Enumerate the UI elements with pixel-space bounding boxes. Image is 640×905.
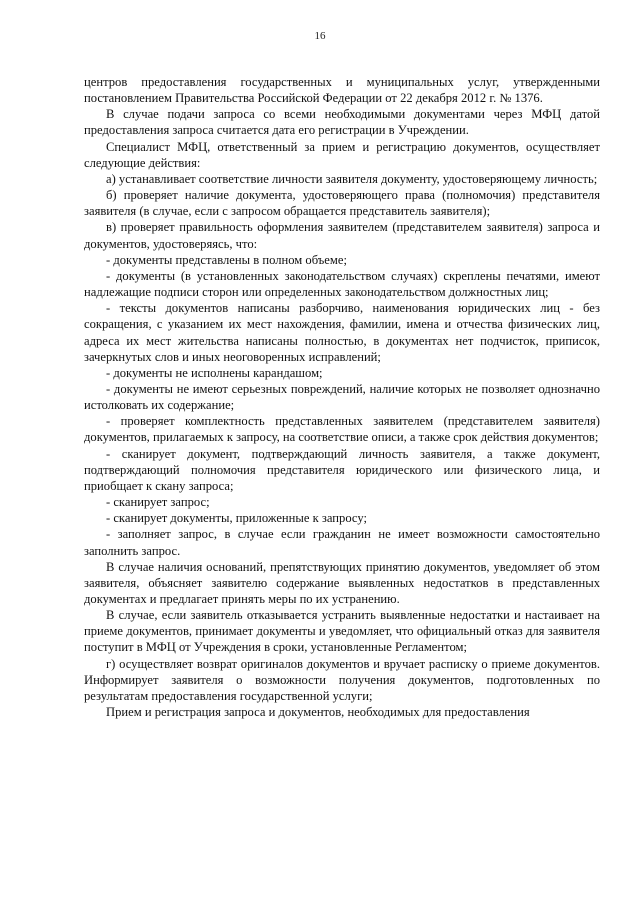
list-item-not-pencil: - документы не исполнены карандашом;	[106, 365, 323, 380]
list-item-completeness: - проверяет комплектность представленных заявителем (представителем заявителя) документов, прилагаемых к запросу, на соответствие описи, а также срок действия документов;	[84, 414, 600, 445]
body-text	[84, 74, 600, 720]
list-item-no-damage: - документы не имеют серьезных повреждений, наличие которых не позволяет однозначно истолковать их содержание;	[84, 381, 600, 413]
list-item-scan-identity: - сканирует документ, подтверждающий личность заявителя, а также документ, подтверждающий полномочия представителя юридического или физического лица, и приобщает к скану запроса;	[84, 446, 600, 493]
paragraph-continuation: центров предоставления государственных и муниципальных услуг, утвержденными постановлением Правительства Российской Федерации от 22 декабря 2012 г. № 1376.	[84, 75, 600, 106]
list-item-legible-texts: - тексты документов написаны разборчиво, наименования юридических лиц - без сокращения, с указанием их мест нахождения, фамилии, имена и отчества физических лиц, адреса их мест жительства написаны полностью, в документах нет подчисток, приписок, зачеркнутых слов и иных неоговоренных исправлений;	[84, 301, 600, 364]
item-d-return-originals: г) осуществляет возврат оригиналов документов и вручает расписку о приеме документов. Информирует заявителя о возможности получения документов, подготовленных по результатам предоставления государственной услуги;	[84, 656, 600, 703]
paragraph-specialist-actions: Специалист МФЦ, ответственный за прием и регистрацию документов, осуществляет следующие действия:	[84, 139, 600, 170]
list-item-fill-request: - заполняет запрос, в случае если гражданин не имеет возможности самостоятельно заполнить запрос.	[84, 527, 600, 558]
paragraph-reception-registration: Прием и регистрация запроса и документов, необходимых для предоставления	[106, 705, 530, 720]
list-item-seals-signatures: - документы (в установленных законодательством случаях) скреплены печатями, имеют надлежащие подписи сторон или определенных законодательством должностных лиц;	[84, 268, 600, 300]
list-item-complete: - документы представлены в полном объеме;	[106, 252, 347, 267]
page-number: 16	[314, 30, 326, 42]
paragraph-mfc-submission-date: В случае подачи запроса со всеми необходимыми документами через МФЦ датой предоставления запроса считается дата его регистрации в Учреждении.	[84, 107, 600, 138]
list-item-scan-attachments: - сканирует документы, приложенные к запросу;	[106, 511, 367, 526]
item-a-identity-check: а) устанавливает соответствие личности заявителя документу, удостоверяющему личность;	[106, 171, 598, 186]
item-c-form-check: в) проверяет правильность оформления заявителем (представителем заявителя) запроса и документов, удостоверяясь, что:	[84, 220, 600, 251]
list-item-scan-request: - сканирует запрос;	[106, 495, 210, 510]
item-b-authority-check: б) проверяет наличие документа, удостоверяющего права (полномочия) представителя заявителя (в случае, если с запросом обращается представитель заявителя);	[84, 188, 600, 219]
paragraph-applicant-insists: В случае, если заявитель отказывается устранить выявленные недостатки и настаивает на приеме документов, принимает документы и уведомляет, что официальный отказ для заявителя поступит в МФЦ от Учреждения в сроки, установленные Регламентом;	[84, 608, 600, 655]
paragraph-grounds-refusal: В случае наличия оснований, препятствующих принятию документов, уведомляет об этом заявителя, объясняет заявителю содержание выявленных недостатков в представленных документах и предлагает принять меры по их устранению.	[84, 559, 600, 606]
